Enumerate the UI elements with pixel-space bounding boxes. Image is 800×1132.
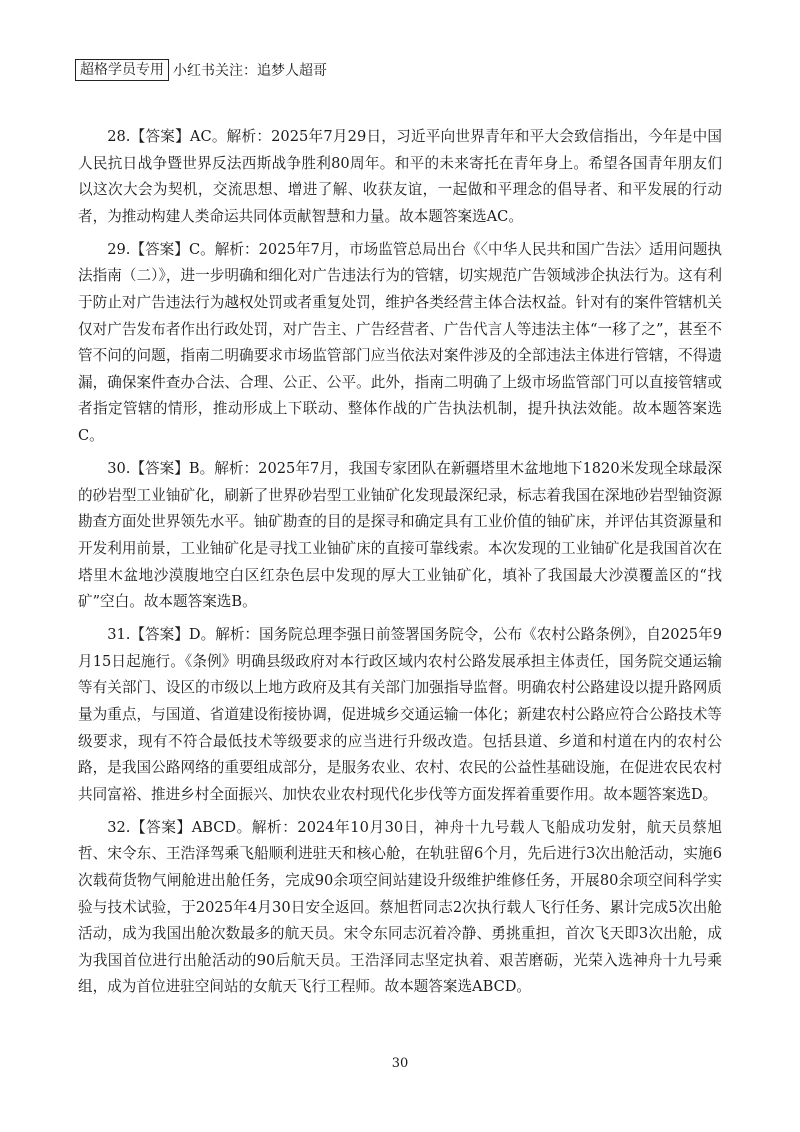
page-header xyxy=(75,58,327,82)
page-number: 30 xyxy=(391,1056,409,1071)
answer-paragraph-30: 30.【答案】B。解析：2025年7月，我国专家团队在新疆塔里木盆地地下1820米发现全球最深的砂岩型工业铀矿化，刷新了世界砂岩型工业铀矿化发现最深纪录，标志着我国在深地砂岩型铀资源勘查方面处世界领先水平。铀矿勘查的目的是探寻和确定具有工业价值的铀矿床，并评估其资源量和开发利用前景，工业铀矿化是寻找工业铀矿床的直接可靠线索。本次发现的工业铀矿化是我国首次在塔里木盆地沙漠腹地空白区红杂色层中发现的厚大工业铀矿化，填补了我国最大沙漠覆盖区的“找矿”空白。故本题答案选B。 xyxy=(78,460,722,611)
answer-explanations xyxy=(78,124,722,1008)
student-exclusive-tag: 超格学员专用 xyxy=(75,59,169,81)
answer-paragraph-31: 31.【答案】D。解析：国务院总理李强日前签署国务院令，公布《农村公路条例》，自2025年9月15日起施行。《条例》明确县级政府对本行政区域内农村公路发展承担主体责任，国务院交通运输等有关部门、设区的市级以上地方政府及其有关部门加强指导监督。明确农村公路建设以提升路网质量为重点，与国道、省道建设衔接协调，促进城乡交通运输一体化；新建农村公路应符合公路技术等级要求，现有不符合最低技术等级要求的应当进行升级改造。包括县道、乡道和村道在内的农村公路，是我国公路网络的重要组成部分，是服务农业、农村、农民的公益性基础设施，在促进农民农村共同富裕、推进乡村全面振兴、加快农业农村现代化步伐等方面发挥着重要作用。故本题答案选D。 xyxy=(78,626,722,803)
answer-paragraph-28: 28.【答案】AC。解析：2025年7月29日，习近平向世界青年和平大会致信指出，今年是中国人民抗日战争暨世界反法西斯战争胜利80周年。和平的未来寄托在青年身上。希望各国青年朋友们以这次大会为契机，交流思想、增进了解、收获友谊，一起做和平理念的倡导者、和平发展的行动者，为推动构建人类命运共同体贡献智慧和力量。故本题答案选AC。 xyxy=(78,128,722,225)
answer-paragraph-32: 32.【答案】ABCD。解析：2024年10月30日，神舟十九号载人飞船成功发射，航天员蔡旭哲、宋令东、王浩泽驾乘飞船顺利进驻天和核心舱，在轨驻留6个月，先后进行3次出舱活动，实施6次载荷货物气闸舱进出舱任务，完成90余项空间站建设升级维护维修任务，开展80余项空间科学实验与技术试验，于2025年4月30日安全返回。蔡旭哲同志2次执行载人飞行任务、累计完成5次出舱活动，成为我国出舱次数最多的航天员。宋令东同志沉着冷静、勇挑重担，首次飞天即3次出舱，成为我国首位进行出舱活动的90后航天员。王浩泽同志坚定执着、艰苦磨砺，光荣入选神舟十九号乘组，成为首位进驻空间站的女航天飞行工程师。故本题答案选ABCD。 xyxy=(78,818,722,996)
header-note: 小红书关注：追梦人超哥 xyxy=(173,63,327,79)
answer-paragraph-29: 29.【答案】C。解析：2025年7月，市场监管总局出台《〈中华人民共和国广告法〉适用问题执法指南（二）》，进一步明确和细化对广告违法行为的管辖，切实规范广告领域涉企执法行为。这有利于防止对广告违法行为越权处罚或者重复处罚，维护各类经营主体合法权益。针对有的案件管辖机关仅对广告发布者作出行政处罚，对广告主、广告经营者、广告代言人等违法主体“一移了之”，甚至不管不问的问题，指南二明确要求市场监管部门应当依法对案件涉及的全部违法主体进行管辖，不得遗漏，确保案件查办合法、合理、公正、公平。此外，指南二明确了上级市场监管部门可以直接管辖或者指定管辖的情形，推动形成上下联动、整体作战的广告执法机制，提升执法效能。故本题答案选C。 xyxy=(78,240,722,445)
